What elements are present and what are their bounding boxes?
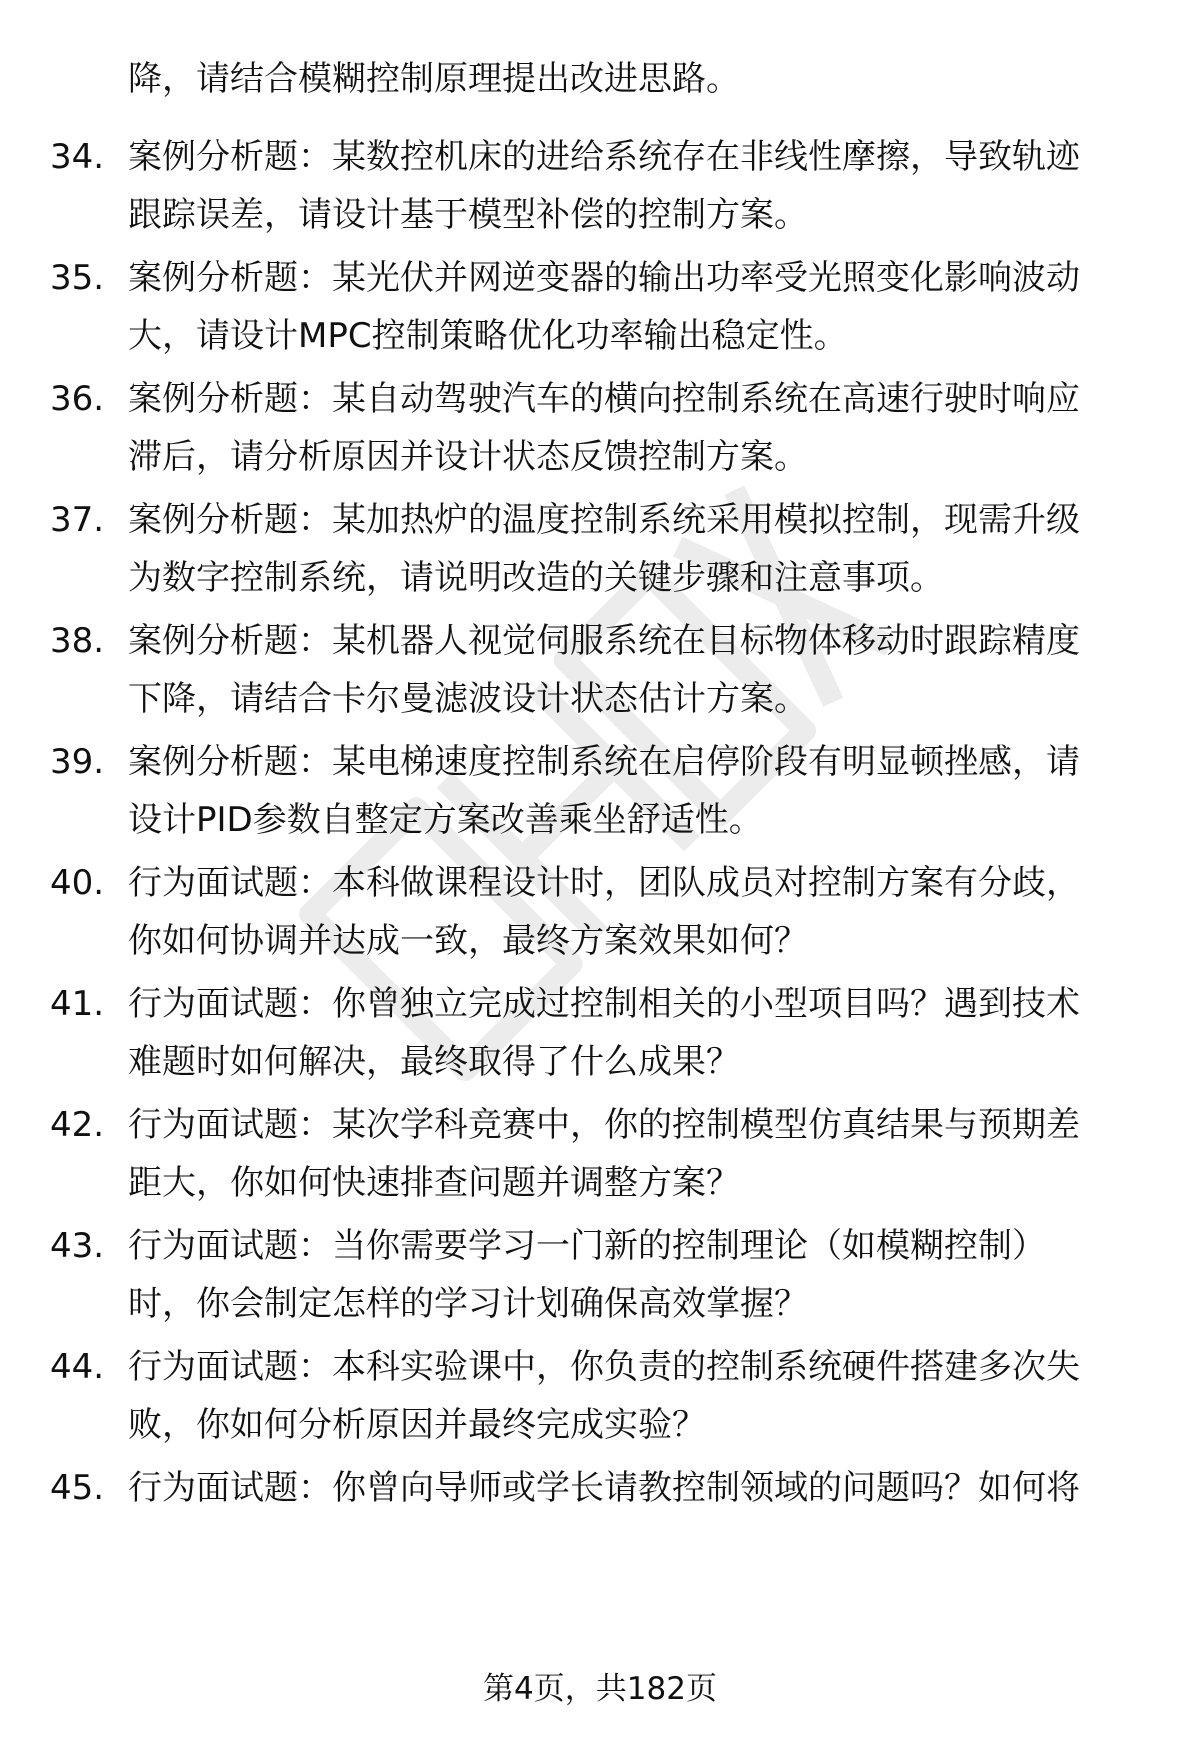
item-text-line: 败，你如何分析原因并最终完成实验？	[128, 1405, 706, 1445]
item-text-line: 行为面试题：本科做课程设计时，团队成员对控制方案有分歧，	[128, 863, 1080, 903]
item-text-line: 距大，你如何快速排查问题并调整方案？	[128, 1163, 740, 1203]
continuation-text: 降，请结合模糊控制原理提出改进思路。	[128, 59, 740, 99]
item-number: 40.	[50, 863, 105, 903]
page-footer: 第4页，共182页	[483, 1671, 717, 1707]
item-text-line: 行为面试题：当你需要学习一门新的控制理论（如模糊控制）	[128, 1226, 1046, 1266]
item-text-line: 行为面试题：本科实验课中，你负责的控制系统硬件搭建多次失	[128, 1347, 1080, 1387]
item-text-line: 案例分析题：某自动驾驶汽车的横向控制系统在高速行驶时响应	[128, 379, 1080, 419]
item-number: 41.	[50, 984, 105, 1024]
item-text-line: 行为面试题：你曾独立完成过控制相关的小型项目吗？遇到技术	[128, 984, 1080, 1024]
item-number: 43.	[50, 1226, 105, 1266]
item-number: 44.	[50, 1347, 105, 1387]
item-number: 42.	[50, 1105, 105, 1145]
item-number: 38.	[50, 621, 105, 661]
item-text-line: 跟踪误差，请设计基于模型补偿的控制方案。	[128, 195, 808, 235]
item-number: 39.	[50, 742, 105, 782]
item-text-line: 案例分析题：某加热炉的温度控制系统采用模拟控制，现需升级	[128, 500, 1080, 540]
item-number: 37.	[50, 500, 105, 540]
item-text-line: 案例分析题：某电梯速度控制系统在启停阶段有明显顿挫感，请	[128, 742, 1080, 782]
item-text-line: 你如何协调并达成一致，最终方案效果如何？	[128, 921, 808, 961]
item-text-line: 时，你会制定怎样的学习计划确保高效掌握？	[128, 1284, 808, 1324]
item-number: 36.	[50, 379, 105, 419]
item-text-line: 案例分析题：某数控机床的进给系统存在非线性摩擦，导致轨迹	[128, 137, 1080, 177]
item-number: 35.	[50, 258, 105, 298]
item-text-line: 下降，请结合卡尔曼滤波设计状态估计方案。	[128, 679, 808, 719]
item-text-line: 设计PID参数自整定方案改善乘坐舒适性。	[128, 800, 763, 840]
item-text-line: 大，请设计MPC控制策略优化功率输出稳定性。	[128, 316, 848, 356]
item-number: 34.	[50, 137, 105, 177]
item-number: 45.	[50, 1468, 105, 1508]
item-text-line: 滞后，请分析原因并设计状态反馈控制方案。	[128, 437, 808, 477]
item-text-line: 为数字控制系统，请说明改造的关键步骤和注意事项。	[128, 558, 944, 598]
item-text-line: 行为面试题：你曾向导师或学长请教控制领域的问题吗？如何将	[128, 1468, 1080, 1508]
item-text-line: 难题时如何解决，最终取得了什么成果？	[128, 1042, 740, 1082]
item-text-line: 案例分析题：某光伏并网逆变器的输出功率受光照变化影响波动	[128, 258, 1080, 298]
item-text-line: 行为面试题：某次学科竞赛中，你的控制模型仿真结果与预期差	[128, 1105, 1080, 1145]
item-text-line: 案例分析题：某机器人视觉伺服系统在目标物体移动时跟踪精度	[128, 621, 1080, 661]
